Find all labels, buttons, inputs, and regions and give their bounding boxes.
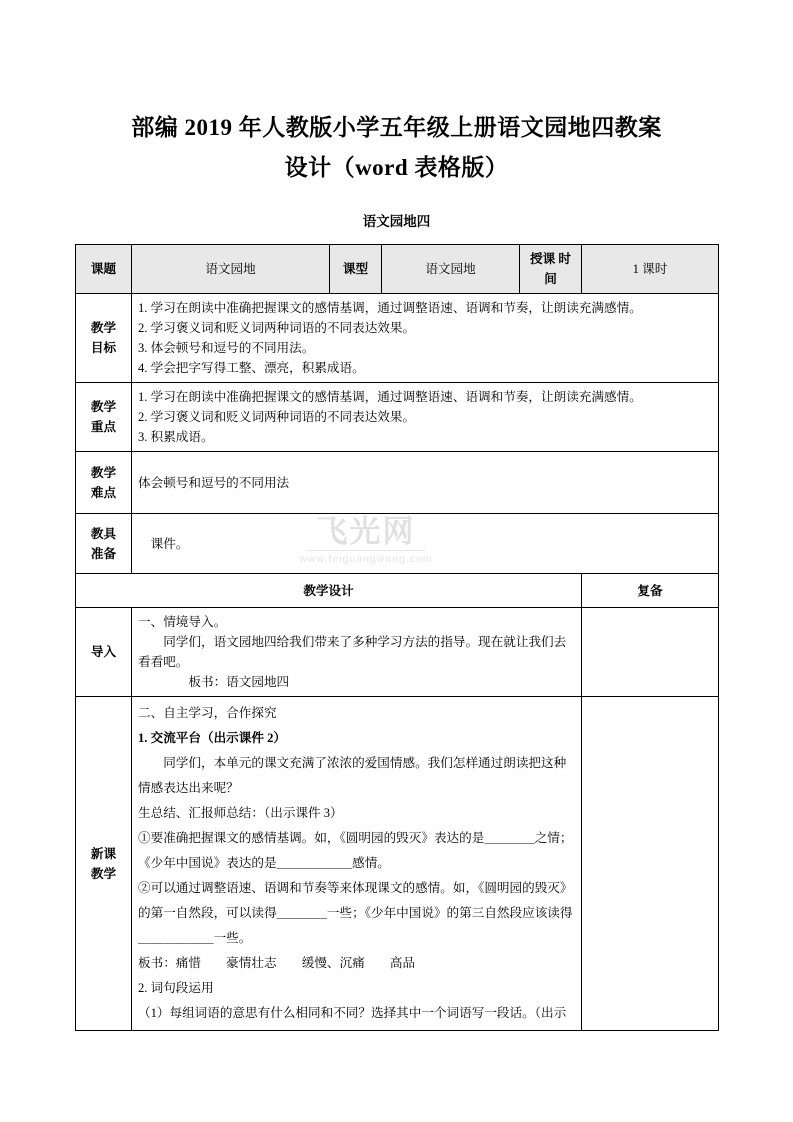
- table-row: [76, 245, 719, 294]
- label-line2: 教学: [90, 866, 117, 881]
- cell-new-lesson: [132, 697, 582, 1031]
- label-topic: 课题: [76, 245, 132, 294]
- lead-in-line: 同学们，语文园地四给我们带来了多种学习方法的指导。现在就让我们去看看吧。: [138, 635, 567, 669]
- label-type: 课型: [330, 245, 382, 294]
- key-point-line: 2. 学习褒义词和贬义词两种词语的不同表达效果。: [138, 410, 416, 424]
- cell-teaching-difficulty: [132, 452, 719, 514]
- label-teaching-objectives: [76, 294, 132, 383]
- key-point-line: 3. 积累成语。: [138, 430, 214, 444]
- cell-lead-in: [132, 608, 582, 697]
- table-row: [76, 452, 719, 514]
- new-lesson-line: ①要准确把握课文的感情基调。如，《圆明园的毁灭》表达的是＿＿＿＿之情；《少年中国说》表达的是＿＿＿＿＿＿感情。: [138, 831, 573, 870]
- new-lesson-line: ②可以通过调整语速、语调和节奏等来体现课文的感情。如，《圆明园的毁灭》的第一自然段，可以读得＿＿＿＿一些；《少年中国说》的第三自然段应该读得＿＿＿＿＿＿一些。: [138, 881, 573, 945]
- new-lesson-line: 1. 交流平台（出示课件 2）: [138, 731, 286, 745]
- page-title-line1: 部编 2019 年人教版小学五年级上册语文园地四教案: [131, 115, 662, 140]
- table-row: [76, 574, 719, 608]
- value-type: 语文园地: [382, 245, 520, 294]
- label-line1: 导入: [90, 645, 117, 659]
- label-teaching-materials: [76, 514, 132, 574]
- objective-line: 3. 体会顿号和逗号的不同用法。: [138, 341, 315, 355]
- page-title-line2: 设计（word 表格版）: [284, 155, 509, 180]
- new-lesson-line: 同学们，本单元的课文充满了浓浓的爱国情感。我们怎样通过朗读把这种情感表达出来呢？: [138, 756, 567, 795]
- lead-in-line: 板书：语文园地四: [138, 675, 290, 689]
- cell-teaching-key-points: [132, 383, 719, 452]
- objective-line: 2. 学习褒义词和贬义词两种词语的不同表达效果。: [138, 321, 416, 335]
- watermark-text: 飞光网: [316, 514, 416, 549]
- header-review: 复备: [582, 574, 719, 608]
- label-teaching-key-points: [76, 383, 132, 452]
- table-row: [76, 697, 719, 1031]
- lesson-plan-table: [75, 244, 719, 1031]
- new-lesson-line: （1）每组词语的意思有什么相同和不同？选择其中一个词语写一段话。（出示: [138, 1006, 567, 1020]
- label-time-line1: 授课: [530, 252, 556, 266]
- label-line2: 难点: [90, 485, 117, 500]
- new-lesson-line: 二、自主学习，合作探究: [138, 706, 277, 720]
- new-lesson-line: 板书：痛惜 豪情壮志 缓慢、沉痛 高品: [138, 956, 416, 970]
- table-row: [76, 294, 719, 383]
- table-row: [76, 383, 719, 452]
- objective-line: 4. 学会把字写得工整、漂亮，积累成语。: [138, 361, 365, 375]
- label-line2: 重点: [90, 420, 117, 434]
- cell-review-lead-in: [582, 608, 719, 697]
- label-line1: 新课: [90, 846, 117, 861]
- label-new-lesson: [76, 697, 132, 1031]
- label-time: [520, 245, 582, 294]
- label-lead-in: [76, 608, 132, 697]
- document-subtitle: 语文园地四: [362, 214, 431, 229]
- label-line2: 目标: [90, 341, 117, 355]
- cell-teaching-objectives: [132, 294, 719, 383]
- label-time-line2: 时间: [544, 252, 571, 286]
- label-line1: 教学: [90, 465, 117, 480]
- cell-review-new-lesson: [582, 697, 719, 1031]
- materials-line: 课件。: [138, 536, 189, 551]
- difficulty-line: 体会顿号和逗号的不同用法: [138, 475, 290, 490]
- cell-teaching-materials: [132, 514, 719, 574]
- header-teaching-design: 教学设计: [76, 574, 582, 608]
- key-point-line: 1. 学习在朗读中准确把握课文的感情基调，通过调整语速、语调和节奏，让朗读充满感情。: [138, 390, 642, 404]
- label-line2: 准备: [90, 546, 117, 561]
- new-lesson-line: 生总结、汇报师总结：（出示课件 3）: [138, 806, 343, 820]
- lead-in-line: 一、情境导入。: [138, 615, 227, 629]
- value-time: 1 课时: [582, 245, 719, 294]
- page-title: [75, 108, 718, 188]
- table-row: [76, 514, 719, 574]
- objective-line: 1. 学习在朗读中准确把握课文的感情基调，通过调整语速、语调和节奏，让朗读充满感情。: [138, 301, 642, 315]
- watermark-subtext: www.feiguangwang.com: [299, 553, 433, 565]
- value-topic: 语文园地: [132, 245, 330, 294]
- label-teaching-difficulty: [76, 452, 132, 514]
- label-line1: 教学: [90, 321, 117, 335]
- new-lesson-line: 2. 词句段运用: [138, 981, 214, 995]
- table-row: [76, 608, 719, 697]
- label-line1: 教具: [90, 526, 117, 541]
- label-line1: 教学: [90, 400, 117, 414]
